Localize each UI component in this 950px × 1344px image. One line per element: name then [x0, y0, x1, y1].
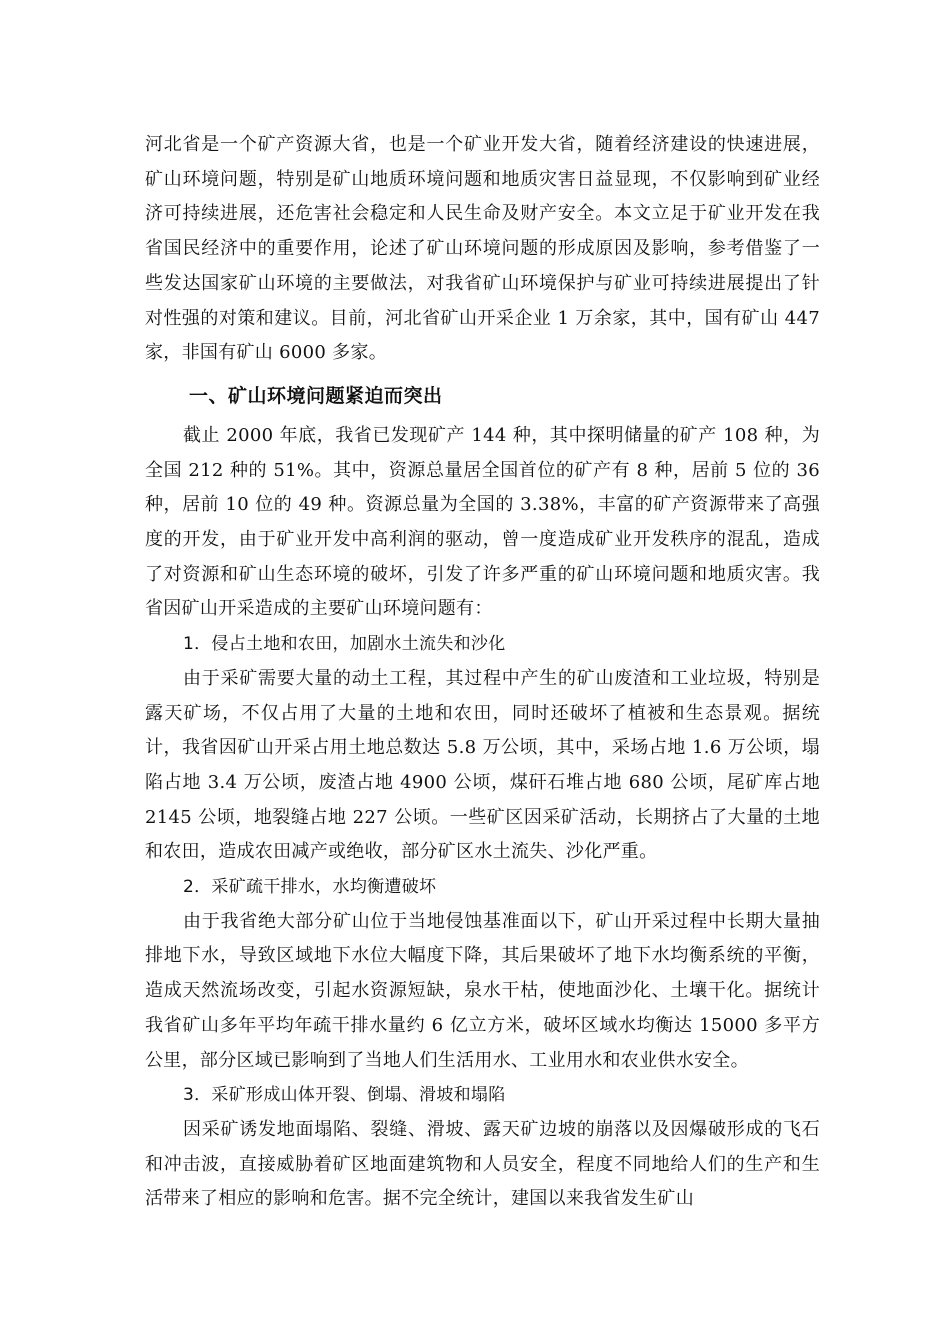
subsection-paragraph-1: 由于采矿需要大量的动土工程，其过程中产生的矿山废渣和工业垃圾，特别是露天矿场，不仅占用了大量的土地和农田，同时还破坏了植被和生态景观。据统计，我省因矿山开采占用土地总数达 5.8 万公顷，其中，采场占地 1.6 万公顷，塌陷占地 3.4 万公顷，废渣占地 4900 公顷，煤矸石堆占地 680 公顷，尾矿库占地 2145 公顷，地裂缝占地 227 公顷。一些矿区因采矿活动，长期挤占了大量的土地和农田，造成农田减产或绝收，部分矿区水土流失、沙化严重。	[145, 667, 820, 863]
subsection-paragraph-3: 因采矿诱发地面塌陷、裂缝、滑坡、露天矿边坡的崩落以及因爆破形成的飞石和冲击波，直接威胁着矿区地面建筑物和人员安全，程度不同地给人们的生产和生活带来了相应的影响和危害。据不完全统计，建国以来我省发生矿山	[145, 1118, 820, 1210]
subsection-heading-1: 1．侵占土地和农田，加剧水土流失和沙化	[183, 634, 506, 655]
subsection-heading-3: 3．采矿形成山体开裂、倒塌、滑坡和塌陷	[183, 1085, 506, 1106]
section-paragraph: 截止 2000 年底，我省已发现矿产 144 种，其中探明储量的矿产 108 种，为全国 212 种的 51%。其中，资源总量居全国首位的矿产有 8 种，居前 5 位的 36 种，居前 10 位的 49 种。资源总量为全国的 3.38%，丰富的矿产资源带来了高强度的开发，由于矿业开发中高利润的驱动，曾一度造成矿业开发秩序的混乱，造成了对资源和矿山生态环境的破坏，引发了许多严重的矿山环境问题和地质灾害。我省因矿山开采造成的主要矿山环境问题有：	[145, 424, 820, 620]
document-body	[145, 128, 820, 1217]
subsection-paragraph-2: 由于我省绝大部分矿山位于当地侵蚀基准面以下，矿山开采过程中长期大量抽排地下水，导致区域地下水位大幅度下降，其后果破坏了地下水均衡系统的平衡，造成天然流场改变，引起水资源短缺，泉水干枯，使地面沙化、土壤干化。据统计我省矿山多年平均年疏干排水量约 6 亿立方米，破坏区域水均衡达 15000 多平方公里，部分区域已影响到了当地人们生活用水、工业用水和农业供水安全。	[145, 910, 820, 1071]
section-heading: 一、矿山环境问题紧迫而突出	[189, 384, 443, 407]
subsection-heading-2: 2．采矿疏干排水，水均衡遭破坏	[183, 877, 437, 898]
intro-paragraph: 河北省是一个矿产资源大省，也是一个矿业开发大省，随着经济建设的快速进展，矿山环境问题，特别是矿山地质环境问题和地质灾害日益显现，不仅影响到矿业经济可持续进展，还危害社会稳定和人民生命及财产安全。本文立足于矿业开发在我省国民经济中的重要作用，论述了矿山环境问题的形成原因及影响，参考借鉴了一些发达国家矿山环境的主要做法，对我省矿山环境保护与矿业可持续进展提出了针对性强的对策和建议。目前，河北省矿山开采企业 1 万余家，其中，国有矿山 447 家，非国有矿山 6000 多家。	[145, 134, 820, 364]
